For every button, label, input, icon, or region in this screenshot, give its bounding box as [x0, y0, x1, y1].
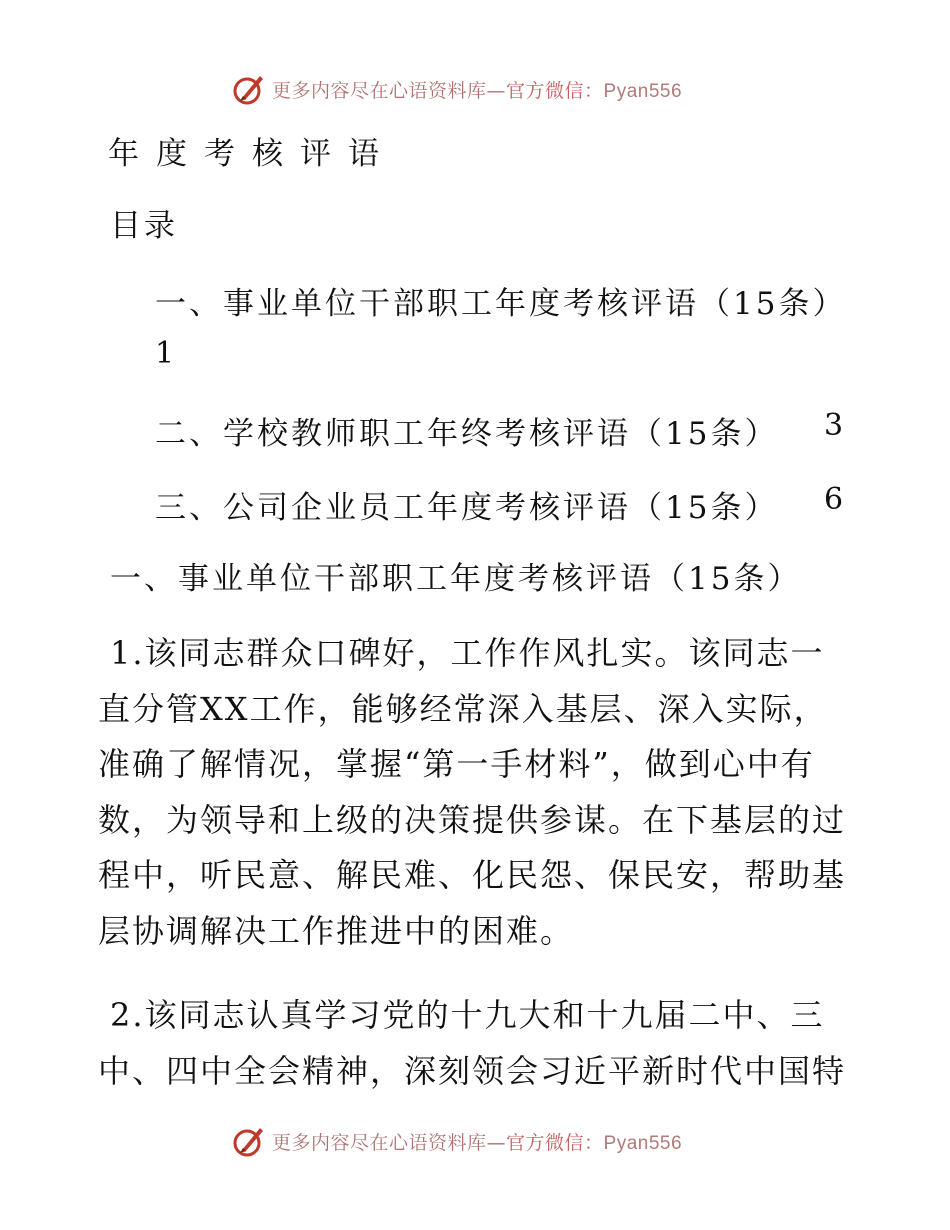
- document-title: 年度考核评语: [108, 136, 396, 172]
- toc-entry-1: 一、事业单位干部职工年度考核评语（15条）: [155, 286, 847, 322]
- paragraph-2: 2.该同志认真学习党的十九大和十九届二中、三中、四中全会精神，深刻领会习近平新时代中国特: [98, 996, 847, 1090]
- quill-logo-icon: [232, 1124, 266, 1158]
- toc-entry-3-page: 6: [824, 482, 844, 517]
- toc-entry-2: 二、学校教师职工年终考核评语（15条）: [155, 416, 779, 452]
- section-heading: 一、事业单位干部职工年度考核评语（15条）: [110, 561, 802, 597]
- toc-entry-3: 三、公司企业员工年度考核评语（15条）: [155, 490, 779, 526]
- toc-heading: 目录: [110, 208, 178, 244]
- footer-watermark-banner: [232, 1124, 712, 1158]
- toc-entry-2-page: 3: [824, 408, 844, 443]
- toc-entry-1-page: 1: [155, 336, 175, 371]
- quill-logo-icon: [232, 72, 266, 106]
- banner-text: 更多内容尽在心语资料库—官方微信：Pyan556: [272, 79, 683, 102]
- paragraph-1: 1.该同志群众口碑好，工作作风扎实。该同志一直分管XX工作，能够经常深入基层、深入实际，准确了解情况，掌握“第一手材料”，做到心中有数，为领导和上级的决策提供参谋。在下基层的过程中，听民意、解民难、化民怨、保民安，帮助基层协调解决工作推进中的困难。: [98, 634, 847, 950]
- banner-text: 更多内容尽在心语资料库—官方微信：Pyan556: [272, 1131, 683, 1154]
- header-watermark-banner: [232, 72, 712, 106]
